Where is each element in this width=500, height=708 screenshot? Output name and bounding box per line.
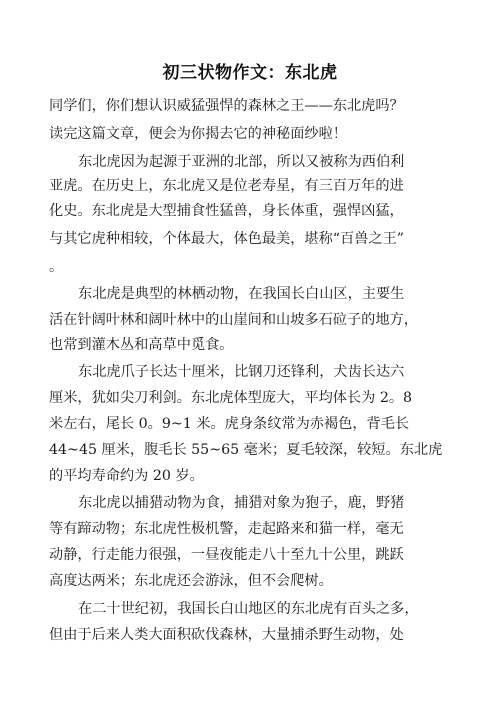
text-line: 同学们，你们想认识威猛强悍的森林之王——东北虎吗？: [49, 98, 404, 114]
text-line: 化史。东北虎是大型捕食性猛兽，身长体重，强悍凶猛，: [49, 203, 404, 219]
text-line: 东北虎爪子长达十厘米，比钢刀还锋利，犬齿长达六: [78, 364, 405, 380]
text-line: 东北虎是典型的林栖动物，在我国长白山区，主要生: [78, 286, 405, 302]
text-line: 。: [49, 259, 64, 275]
text-line: 米左右，尾长 0。9~1 米。虎身条纹常为赤褐色，背毛长: [49, 416, 410, 432]
text-line: 在二十世纪初，我国长白山地区的东北虎有百头之多，: [78, 601, 419, 617]
text-line: 等有蹄动物；东北虎性极机警，走起路来和猫一样，毫无: [49, 521, 404, 537]
text-line: 东北虎因为起源于亚洲的北部，所以又被称为西伯利: [78, 154, 405, 170]
text-line: 动静，行走能力很强，一昼夜能走八十至九十公里，跳跃: [49, 547, 404, 563]
text-line: 活在针阔叶林和阔叶林中的山崖间和山坡多石砬子的地方，: [49, 312, 418, 328]
text-line: 读完这篇文章，便会为你揭去它的神秘面纱啦！: [49, 126, 347, 142]
text-line: 也常到灌木丛和高草中觅食。: [49, 337, 234, 353]
text-line: 的平均寿命约为 20 岁。: [49, 468, 204, 484]
text-line: 44~45 厘米，腹毛长 55~65 毫米；夏毛较深，较短。东北虎: [49, 442, 443, 458]
text-line: 与其它虎种相较，个体最大，体色最美，堪称“百兽之王”: [49, 231, 405, 247]
page-title: 初三状物作文：东北虎: [162, 63, 338, 83]
text-line: 东北虎以捕猎动物为食，捕猎对象为狍子，鹿，野猪: [78, 495, 405, 511]
text-line: 亚虎。在历史上，东北虎又是位老寿星，有三百万年的进: [49, 178, 404, 194]
text-line: 但由于后来人类大面积砍伐森林，大量捕杀野生动物，处: [49, 627, 404, 643]
text-line: 厘米，犹如尖刀利剑。东北虎体型庞大，平均体长为 2。8: [49, 390, 413, 406]
text-line: 高度达两米；东北虎还会游泳，但不会爬树。: [49, 573, 333, 589]
